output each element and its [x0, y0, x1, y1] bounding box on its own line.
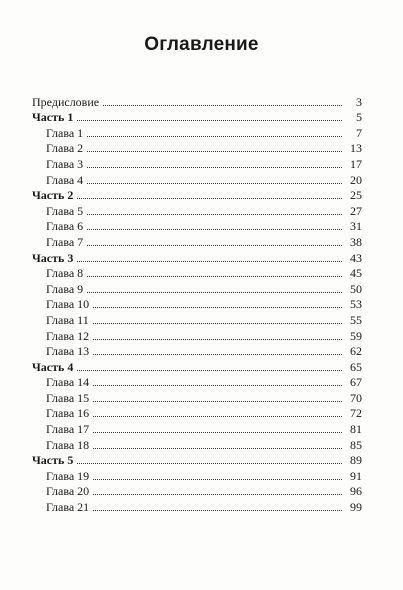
toc-page-number: 13: [350, 141, 362, 156]
toc-chapter-entry: [32, 311, 362, 327]
toc-entry-label: Глава 6: [46, 219, 84, 234]
toc-page-number: 96: [350, 484, 362, 499]
toc-chapter-entry: [32, 280, 362, 296]
toc-page-number: 91: [350, 468, 362, 483]
dot-leader: [87, 245, 342, 246]
toc-entry-label: Глава 17: [46, 422, 90, 437]
toc-part-entry: [32, 249, 362, 265]
toc-part-entry: [32, 452, 362, 468]
toc-page-number: 70: [350, 390, 362, 405]
toc-page-number: 81: [350, 422, 362, 437]
toc-entry-label: Глава 13: [46, 344, 90, 359]
toc-page-number: 20: [350, 172, 362, 187]
toc-chapter-entry: [32, 436, 362, 452]
dot-leader: [93, 510, 342, 511]
dot-leader: [93, 432, 342, 433]
toc-entry-label: Глава 9: [46, 281, 84, 296]
toc-entry-label: Глава 4: [46, 172, 84, 187]
toc-page-number: 65: [350, 359, 362, 374]
toc-page-number: 62: [350, 344, 362, 359]
toc-entry-label: Глава 15: [46, 390, 90, 405]
toc-page-number: 72: [350, 406, 362, 421]
dot-leader: [93, 416, 342, 417]
toc-entry-label: Глава 10: [46, 297, 90, 312]
toc-page-number: 31: [350, 219, 362, 234]
dot-leader: [93, 401, 342, 402]
toc-chapter-entry: [32, 483, 362, 499]
toc-chapter-entry: [32, 420, 362, 436]
toc-entry-label: Глава 1: [46, 125, 84, 140]
toc-page-number: 53: [350, 297, 362, 312]
toc-entry-label: Глава 5: [46, 203, 84, 218]
dot-leader: [87, 229, 342, 230]
dot-leader: [93, 339, 342, 340]
toc-chapter-entry: [32, 218, 362, 234]
toc-page-number: 59: [350, 328, 362, 343]
toc-page-number: 17: [350, 156, 362, 171]
dot-leader: [93, 323, 342, 324]
dot-leader: [93, 494, 342, 495]
toc-chapter-entry: [32, 265, 362, 281]
toc-entry-label: Глава 21: [46, 500, 90, 515]
toc-entry-label: Глава 11: [46, 312, 89, 327]
toc-chapter-entry: [32, 155, 362, 171]
toc-page-number: 45: [350, 266, 362, 281]
toc-entry-label: Глава 18: [46, 437, 90, 452]
dot-leader: [87, 214, 342, 215]
toc-page-number: 25: [350, 188, 362, 203]
toc-chapter-entry: [32, 202, 362, 218]
toc-entry-label: Глава 16: [46, 406, 90, 421]
toc-part-entry: [32, 187, 362, 203]
toc-page-number: 99: [350, 500, 362, 515]
toc-entry-label: Глава 7: [46, 234, 84, 249]
toc-entry-label: Часть 3: [32, 250, 74, 265]
toc-chapter-entry: [32, 140, 362, 156]
toc-entry-label: Глава 2: [46, 141, 84, 156]
toc-page-number: 5: [356, 110, 362, 125]
dot-leader: [87, 292, 342, 293]
toc-part-entry: [32, 358, 362, 374]
toc-chapter-entry: [32, 124, 362, 140]
toc-page-number: 85: [350, 437, 362, 452]
dot-leader: [93, 354, 342, 355]
dot-leader: [77, 198, 342, 199]
toc-page-number: 3: [356, 94, 362, 109]
toc-chapter-entry: [32, 467, 362, 483]
dot-leader: [103, 105, 342, 106]
toc-chapter-entry: [32, 171, 362, 187]
toc-page-number: 27: [350, 203, 362, 218]
dot-leader: [87, 276, 342, 277]
toc-entry-label: Предисловие: [32, 94, 100, 109]
toc-entry-label: Часть 2: [32, 188, 74, 203]
toc-chapter-entry: [32, 343, 362, 359]
toc-page-number: 89: [350, 453, 362, 468]
dot-leader: [77, 120, 342, 121]
toc-entry-label: Часть 1: [32, 110, 74, 125]
page-title: Оглавление: [144, 34, 259, 55]
dot-leader: [93, 448, 342, 449]
toc-chapter-entry: [32, 296, 362, 312]
dot-leader: [87, 183, 342, 184]
dot-leader: [87, 167, 342, 168]
dot-leader: [93, 307, 342, 308]
toc-chapter-entry: [32, 374, 362, 390]
toc-chapter-entry: [32, 498, 362, 514]
toc-entry-label: Глава 14: [46, 375, 90, 390]
dot-leader: [77, 370, 342, 371]
toc-entry-label: Глава 12: [46, 328, 90, 343]
dot-leader: [87, 136, 342, 137]
toc-preface-entry: [32, 93, 362, 109]
table-of-contents: [32, 93, 362, 514]
dot-leader: [93, 385, 342, 386]
toc-entry-label: Глава 8: [46, 266, 84, 281]
toc-chapter-entry: [32, 233, 362, 249]
dot-leader: [87, 151, 342, 152]
toc-page-number: 43: [350, 250, 362, 265]
toc-entry-label: Глава 19: [46, 468, 90, 483]
toc-chapter-entry: [32, 405, 362, 421]
toc-page-number: 50: [350, 281, 362, 296]
toc-page-number: 7: [356, 125, 362, 140]
dot-leader: [77, 261, 342, 262]
toc-entry-label: Глава 3: [46, 156, 84, 171]
toc-chapter-entry: [32, 389, 362, 405]
toc-chapter-entry: [32, 327, 362, 343]
toc-page-number: 55: [350, 312, 362, 327]
toc-page-number: 67: [350, 375, 362, 390]
dot-leader: [77, 463, 342, 464]
toc-entry-label: Глава 20: [46, 484, 90, 499]
toc-part-entry: [32, 109, 362, 125]
toc-entry-label: Часть 4: [32, 359, 74, 374]
toc-page-number: 38: [350, 234, 362, 249]
dot-leader: [93, 479, 342, 480]
toc-entry-label: Часть 5: [32, 453, 74, 468]
